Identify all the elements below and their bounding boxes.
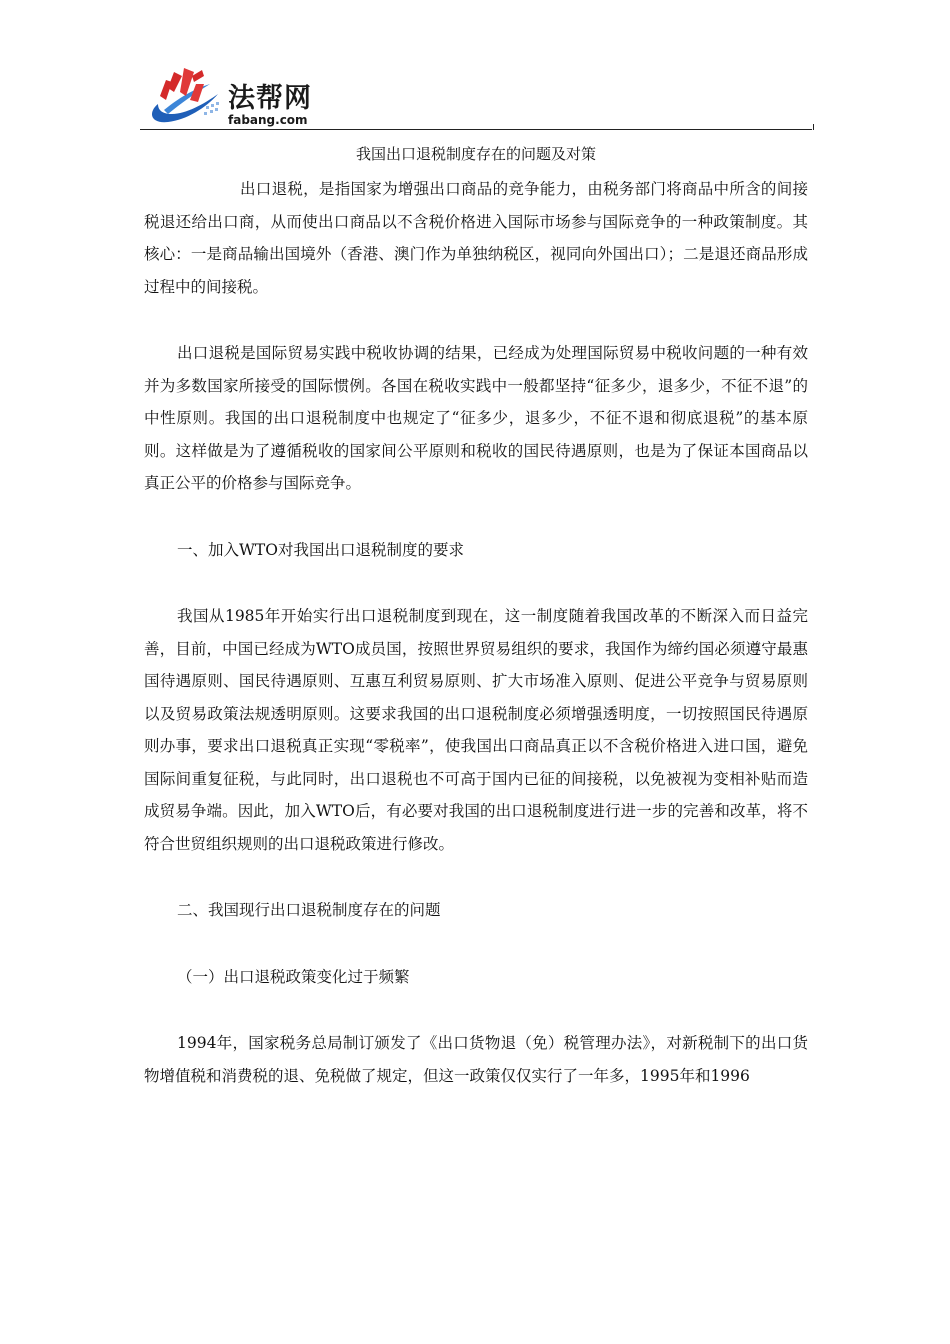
header-divider [140,129,812,130]
paragraph-gap [144,500,808,534]
section-2-heading: 二、我国现行出口退税制度存在的问题 [177,901,441,919]
paragraph-gap [144,927,808,961]
paragraph-2: 出口退税是国际贸易实践中税收协调的结果，已经成为处理国际贸易中税收问题的一种有效并为多数国家所接受的国际惯例。各国在税收实践中一般都坚持“征多少，退多少，不征不退”的中性原则。我国的出口退税制度中也规定了“征多少，退多少，不征不退和彻底退税”的基本原则。这样做是为了遵循税收的国家间公平原则和税收的国民待遇原则，也是为了保证本国商品以真正公平的价格参与国际竞争。 [144,344,808,492]
document-title: 我国出口退税制度存在的问题及对策 [355,145,596,163]
fabang-logo-icon [144,66,228,128]
paragraph-gap [144,993,808,1027]
document-body [144,140,808,1092]
paragraph-gap [144,566,808,600]
logo-text-cn: 法帮网 [228,83,312,114]
site-logo[interactable] [140,66,340,128]
subsection-1-heading: （一）出口退税政策变化过于频繁 [177,967,410,986]
paragraph-gap [144,303,808,337]
subsection-1-paragraph: 1994年，国家税务总局制订颁发了《出口货物退（免）税管理办法》，对新税制下的出口货物增值税和消费税的退、免税做了规定，但这一政策仅仅实行了一年多，1995年和1996 [144,1034,808,1085]
section-1-paragraph: 我国从1985年开始实行出口退税制度到现在，这一制度随着我国改革的不断深入而日益完善，目前，中国已经成为WTO成员国，按照世界贸易组织的要求，我国作为缔约国必须遵守最惠国待遇原则、国民待遇原则、互惠互利贸易原则、扩大市场准入原则、促进公平竞争与贸易原则以及贸易政策法规透明原则。这要求我国的出口退税制度必须增强透明度，一切按照国民待遇原则办事，要求出口退税真正实现“零税率”，使我国出口商品真正以不含税价格进入进口国，避免国际间重复征税，与此同时，出口退税也不可高于国内已征的间接税，以免被视为变相补贴而造成贸易争端。因此，加入WTO后，有必要对我国的出口退税制度进行进一步的完善和改革，将不符合世贸组织规则的出口退税政策进行修改。 [144,607,808,853]
page-header [140,66,812,132]
header-divider-end [813,124,814,130]
paragraph-gap [144,860,808,894]
section-1-heading: 一、加入WTO对我国出口退税制度的要求 [177,540,464,559]
logo-text-en: fabang.com [228,113,308,127]
paragraph-1: 出口退税，是指国家为增强出口商品的竞争能力，由税务部门将商品中所含的间接税退还给出口商，从而使出口商品以不含税价格进入国际市场参与国际竞争的一种政策制度。其核心：一是商品输出国境外（香港、澳门作为单独纳税区，视同向外国出口）；二是退还商品形成过程中的间接税。 [144,180,808,296]
